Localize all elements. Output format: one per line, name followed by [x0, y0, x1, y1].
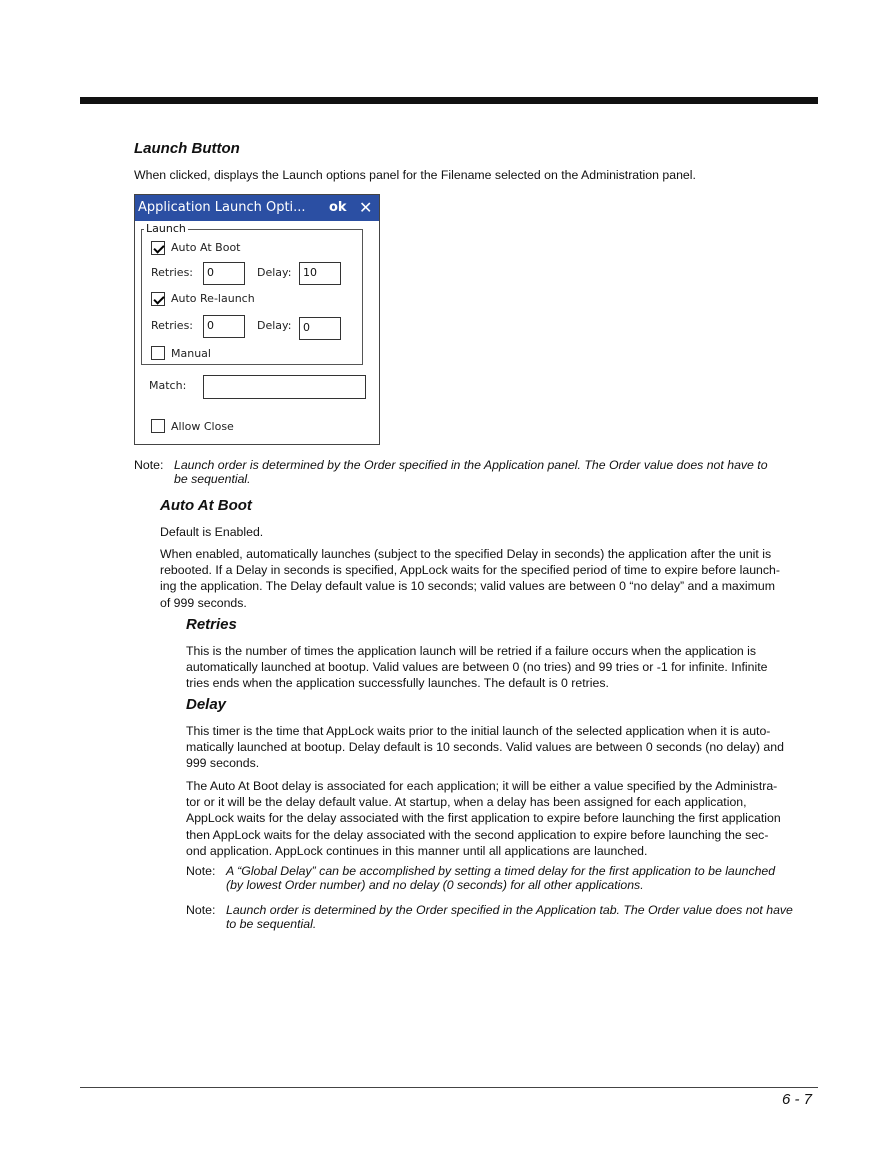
text-line: AppLock waits for the delay associated with the first application to expire before launching the first application	[186, 811, 781, 826]
note-line: A “Global Delay” can be accomplished by setting a timed delay for the first application to be launched	[226, 864, 776, 878]
page-number: 6 - 7	[781, 1091, 812, 1108]
ok-button[interactable]: ok	[329, 200, 347, 215]
text-line: This is the number of times the application launch will be retried if a failure occurs when the application is	[186, 644, 757, 658]
auto-at-boot-checkbox[interactable]	[151, 241, 165, 255]
relaunch-delay-input[interactable]: 0	[299, 317, 341, 340]
auto-relaunch-label: Auto Re-launch	[171, 292, 255, 305]
text-line: tries ends when the application successfully launches. The default is 0 retries.	[186, 676, 609, 691]
note-tag: Note:	[186, 903, 216, 917]
text-line: matically launched at bootup. Delay default is 10 seconds. Valid values are between 0 seconds (no delay) and	[186, 740, 784, 755]
note-launch-order-tab	[186, 904, 826, 931]
launch-group-label: Launch	[146, 222, 186, 235]
auto-at-boot-label: Auto At Boot	[171, 241, 241, 254]
text-line: The Auto At Boot delay is associated for each application; it will be either a value specified by the Administra-	[186, 779, 778, 793]
auto-at-boot-description	[160, 546, 780, 611]
note-global-delay	[186, 865, 826, 892]
delay-heading: Delay	[186, 696, 227, 713]
footer-rule	[80, 1087, 818, 1088]
note-line: to be sequential.	[226, 916, 317, 931]
note-launch-order	[134, 459, 824, 486]
dialog-title: Application Launch Opti...	[138, 200, 306, 215]
text-line: then AppLock waits for the delay associated with the second application to expire before launching the sec-	[186, 827, 769, 842]
text-line: ing the application. The Delay default value is 10 seconds; valid values are between 0 “no delay” and a maximum	[160, 579, 775, 594]
note-tag: Note:	[134, 458, 164, 472]
relaunch-retries-label: Retries:	[151, 319, 194, 332]
boot-delay-label: Delay:	[257, 266, 292, 279]
boot-retries-input[interactable]: 0	[203, 262, 245, 285]
text-line: tor or it will be the delay default value. At startup, when a delay has been assigned for each application,	[186, 795, 747, 810]
retries-description	[186, 643, 767, 692]
boot-retries-label: Retries:	[151, 266, 194, 279]
auto-at-boot-heading: Auto At Boot	[160, 497, 252, 514]
delay-description-1	[186, 723, 784, 772]
note-line: be sequential.	[174, 471, 251, 486]
note-line: (by lowest Order number) and no delay (0 seconds) for all other applications.	[226, 877, 644, 892]
note-line: Launch order is determined by the Order specified in the Application tab. The Order value does not have	[226, 903, 793, 917]
auto-at-boot-default: Default is Enabled.	[160, 525, 264, 539]
text-line: ond application. AppLock continues in this manner until all applications are launched.	[186, 843, 648, 858]
text-line: automatically launched at bootup. Valid values are between 0 (no tries) and 99 tries or -1 for infinite. Infinite	[186, 660, 768, 675]
dialog-titlebar	[135, 195, 379, 221]
text-line: This timer is the time that AppLock waits prior to the initial launch of the selected application when it is auto-	[186, 724, 771, 738]
section-title: Launch Button	[134, 140, 240, 157]
launch-options-dialog	[134, 194, 380, 445]
match-label: Match:	[149, 379, 187, 392]
manual-label: Manual	[171, 347, 211, 360]
allow-close-checkbox[interactable]	[151, 419, 165, 433]
text-line: 999 seconds.	[186, 756, 260, 771]
text-line: rebooted. If a Delay in seconds is specified, AppLock waits for the specified period of time to expire before launch-	[160, 563, 780, 578]
close-icon[interactable]: ✕	[359, 198, 373, 217]
section-intro: When clicked, displays the Launch options panel for the Filename selected on the Administration panel.	[134, 168, 696, 182]
manual-checkbox[interactable]	[151, 346, 165, 360]
note-tag: Note:	[186, 864, 216, 878]
boot-delay-input[interactable]: 10	[299, 262, 341, 285]
header-rule	[80, 97, 818, 104]
auto-relaunch-checkbox[interactable]	[151, 292, 165, 306]
allow-close-label: Allow Close	[171, 420, 234, 433]
note-line: Launch order is determined by the Order specified in the Application panel. The Order value does not have to	[174, 458, 768, 472]
text-line: of 999 seconds.	[160, 595, 247, 610]
match-input[interactable]	[203, 375, 366, 399]
relaunch-retries-input[interactable]: 0	[203, 315, 245, 338]
delay-description-2	[186, 778, 781, 859]
retries-heading: Retries	[186, 616, 237, 633]
relaunch-delay-label: Delay:	[257, 319, 292, 332]
text-line: When enabled, automatically launches (subject to the specified Delay in seconds) the application after the unit is	[160, 547, 772, 561]
